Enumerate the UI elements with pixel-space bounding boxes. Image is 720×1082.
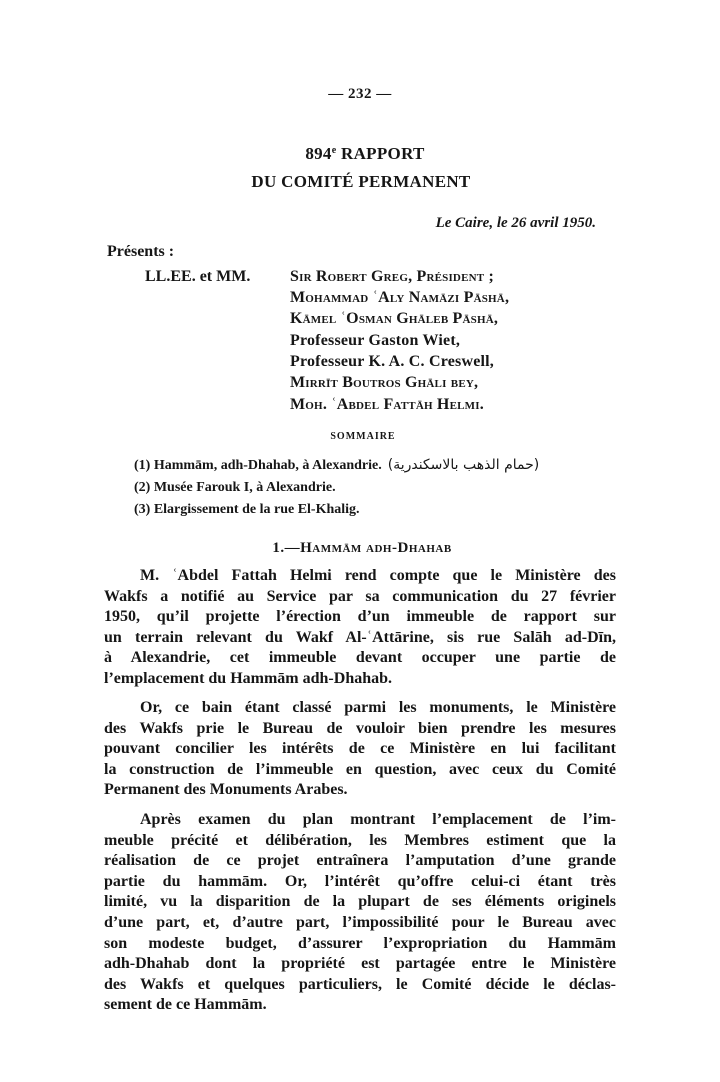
paragraph-line: pouvant concilier les intérêts de ce Ministère en lui facilitant	[104, 740, 616, 758]
paragraph-line: des Wakfs et quelques particuliers, le Comité décide le déclas-	[104, 975, 616, 993]
paragraph-line: Après examen du plan montrant l’emplacement de l’im-	[140, 811, 616, 828]
report-word: RAPPORT	[336, 144, 425, 163]
report-date: Le Caire, le 26 avril 1950.	[435, 215, 596, 231]
page-number: — 232 —	[328, 86, 392, 102]
paragraph-line: l’emplacement du Hammām adh-Dhahab.	[104, 669, 393, 687]
summary-item-text: (3) Elargissement de la rue El-Khalig.	[134, 502, 360, 517]
members-prefix: LL.EE. et MM.	[145, 268, 251, 285]
summary-item-arabic: (حمام الذهب بالاسكندرية)	[387, 457, 540, 473]
paragraph-line: sement de ce Hammām.	[104, 996, 267, 1014]
summary-heading: SOMMAIRE	[330, 431, 396, 442]
paragraph-line: partie du hammām. Or, l’intérêt qu’offre celui-ci étant très	[104, 872, 616, 890]
paragraph-line: meuble précité et délibération, les Membres estiment que la	[104, 831, 616, 849]
section-heading: 1.—Hammām adh-Dhahab	[272, 540, 452, 556]
paragraph-line: d’une part, et, d’autre part, l’impossibilité pour le Bureau avec	[104, 913, 616, 931]
summary-item-text: (2) Musée Farouk I, à Alexandrie.	[134, 480, 336, 495]
member-line: Professeur K. A. C. Creswell,	[290, 353, 494, 370]
paragraph-line: réalisation de ce projet entraînera l’amputation d’une grande	[104, 852, 616, 870]
summary-item	[134, 502, 360, 518]
paragraph	[104, 566, 616, 690]
member-line: Moh. ʿAbdel Fattāh Helmi.	[290, 396, 484, 413]
summary-item	[134, 457, 539, 474]
paragraph	[104, 810, 616, 1016]
summary-item-text: (1) Hammām, adh-Dhahab, à Alexandrie.	[134, 458, 382, 473]
report-number: 894	[305, 144, 332, 163]
paragraph-line: M. ʿAbdel Fattah Helmi rend compte que le Ministère des	[140, 567, 616, 584]
paragraph-line: un terrain relevant du Wakf Al-ʿAttārine, sis rue Salāh ad-Dīn,	[104, 628, 616, 646]
presents-label: Présents :	[107, 243, 175, 260]
paragraph-line: limité, vu la disparition de la plupart de ses éléments originels	[104, 893, 616, 911]
paragraph-line: Wakfs a notifié au Service par sa communication du 27 février	[104, 587, 616, 605]
paragraph-line: la construction de l’immeuble en question, avec ceux du Comité	[104, 760, 616, 778]
paragraph	[104, 698, 616, 801]
paragraph-line: des Wakfs prie le Bureau de vouloir bien prendre les mesures	[104, 719, 616, 737]
member-line: Mirrīt Boutros Ghāli bey,	[290, 374, 479, 391]
paragraph-line: Permanent des Monuments Arabes.	[104, 781, 348, 799]
paragraph-line: 1950, qu’il projette l’érection d’un immeuble de rapport sur	[104, 608, 616, 626]
paragraph-line: adh-Dhahab dont la propriété est partagée entre le Ministère	[104, 955, 616, 973]
report-title-line2: DU COMITÉ PERMANENT	[251, 172, 471, 191]
paragraph-line: son modeste budget, d’assurer l’expropriation du Hammām	[104, 934, 616, 952]
member-line: Kāmel ʿOsman Ghāleb Pāshā,	[290, 310, 499, 327]
report-title-line1	[0, 144, 720, 164]
paragraph-line: Or, ce bain étant classé parmi les monuments, le Ministère	[140, 699, 616, 716]
member-line: Professeur Gaston Wiet,	[290, 332, 461, 349]
paragraph-line: à Alexandrie, cet immeuble devant occuper une partie de	[104, 649, 616, 667]
ordinal-suffix: e	[331, 145, 337, 156]
summary-item	[134, 480, 336, 496]
member-line: Sir Robert Greg, Président ;	[290, 268, 495, 285]
member-line: Mohammad ʿAly Namāzi Pāshā,	[290, 289, 510, 306]
